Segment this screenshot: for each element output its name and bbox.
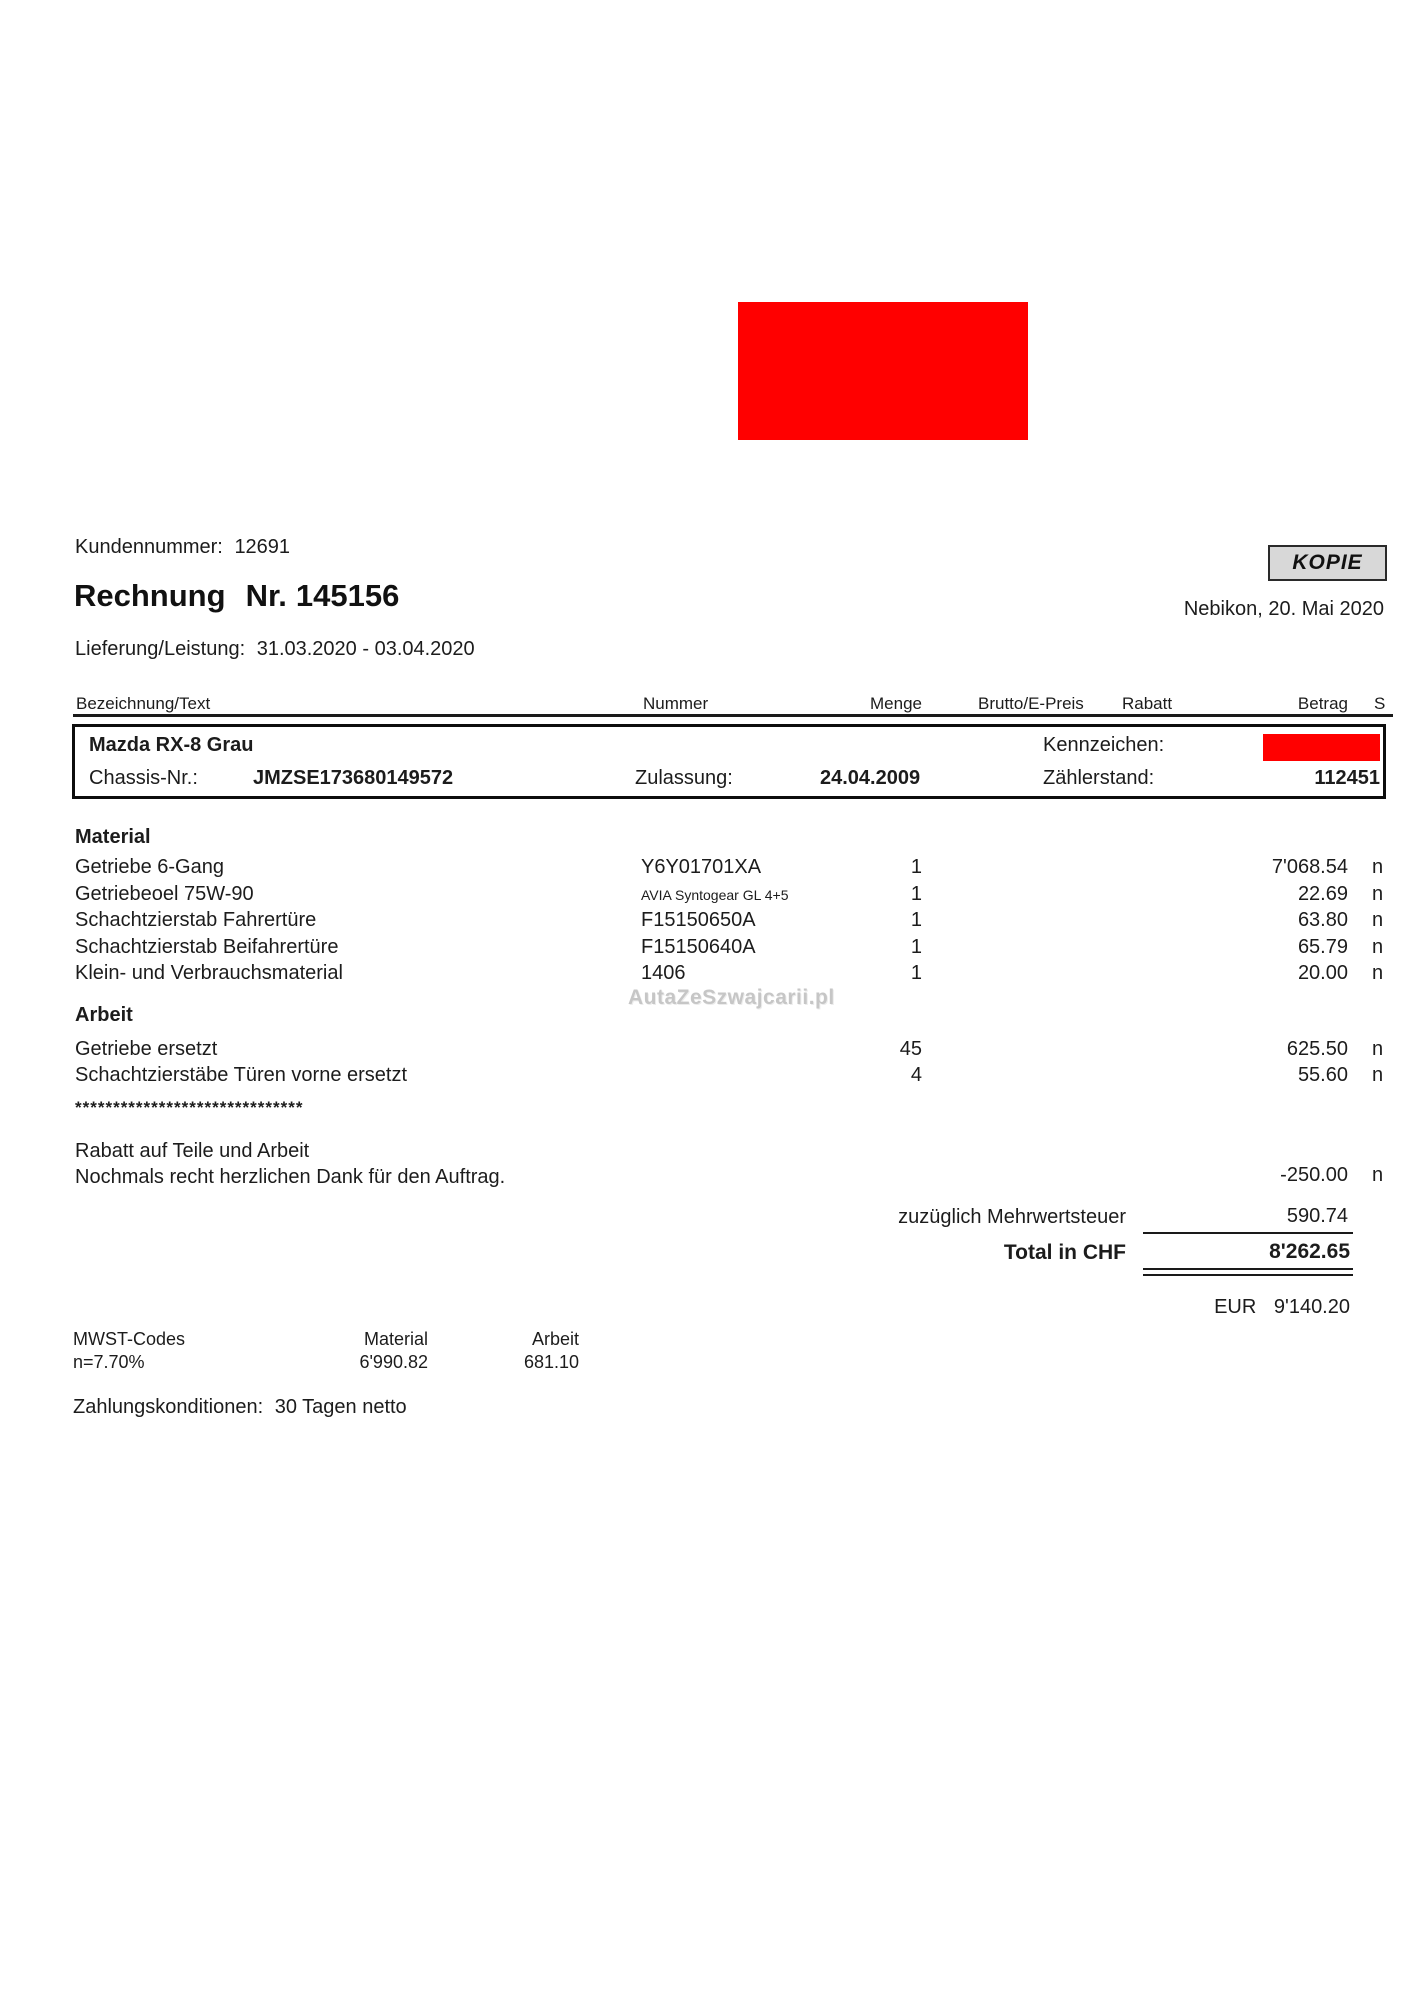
item-vat-flag: n bbox=[1372, 936, 1384, 958]
registration-label: Zulassung: bbox=[635, 767, 733, 789]
item-amount: 63.80 bbox=[1297, 909, 1348, 931]
grand-total-label: Total in CHF bbox=[1003, 1241, 1126, 1264]
item-amount: 7'068.54 bbox=[1271, 856, 1348, 878]
item-description: Getriebe ersetzt bbox=[75, 1038, 218, 1060]
item-vat-flag: n bbox=[1372, 1064, 1384, 1086]
odometer-label: Zählerstand: bbox=[1043, 767, 1155, 789]
customer-number-value: 12691 bbox=[234, 536, 291, 558]
item-amount: 20.00 bbox=[1297, 962, 1348, 984]
column-header-discount: Rabatt bbox=[1122, 694, 1173, 713]
item-description: Schachtzierstab Fahrertüre bbox=[75, 909, 317, 931]
customer-number-label: Kundennummer: bbox=[75, 536, 223, 558]
labor-section-title: Arbeit bbox=[75, 1004, 133, 1026]
item-description: Klein- und Verbrauchsmaterial bbox=[75, 962, 343, 984]
vat-rule bbox=[1143, 1232, 1353, 1234]
item-qty: 1 bbox=[910, 909, 922, 931]
discount-vat-flag: n bbox=[1372, 1164, 1384, 1186]
material-row bbox=[0, 883, 1425, 909]
item-description: Getriebeoel 75W-90 bbox=[75, 883, 254, 905]
mwst-labor-value: 681.10 bbox=[523, 1352, 579, 1372]
item-qty: 1 bbox=[910, 856, 922, 878]
grand-total-amount: 8'262.65 bbox=[1269, 1240, 1350, 1263]
labor-row bbox=[0, 1038, 1425, 1064]
discount-text-line1: Rabatt auf Teile und Arbeit bbox=[75, 1140, 310, 1162]
column-header-vat-code: S bbox=[1374, 694, 1386, 713]
mwst-material-value: 6'990.82 bbox=[359, 1352, 428, 1372]
material-row bbox=[0, 962, 1425, 988]
invoice-title bbox=[74, 578, 399, 614]
item-number: F15150640A bbox=[641, 936, 756, 958]
vat-total-amount: 590.74 bbox=[1286, 1205, 1348, 1227]
column-header-number: Nummer bbox=[643, 694, 709, 713]
header-rule bbox=[73, 714, 1393, 717]
item-description: Getriebe 6-Gang bbox=[75, 856, 224, 878]
item-number: Y6Y01701XA bbox=[641, 856, 762, 878]
item-description: Schachtzierstab Beifahrertüre bbox=[75, 936, 339, 958]
item-vat-flag: n bbox=[1372, 962, 1384, 984]
item-vat-flag: n bbox=[1372, 909, 1384, 931]
service-period-value: 31.03.2020 - 03.04.2020 bbox=[256, 638, 475, 660]
mwst-material-label: Material bbox=[363, 1329, 428, 1349]
mwst-code-value: n=7.70% bbox=[73, 1352, 145, 1372]
invoice-title-doctype: Rechnung bbox=[74, 578, 226, 613]
vat-total-label: zuzüglich Mehrwertsteuer bbox=[898, 1206, 1126, 1228]
chassis-label: Chassis-Nr.: bbox=[89, 767, 198, 789]
plate-redaction-box bbox=[1263, 734, 1380, 761]
odometer-value: 112451 bbox=[1314, 767, 1380, 789]
logo-redaction-box bbox=[738, 302, 1028, 440]
material-row bbox=[0, 909, 1425, 935]
vehicle-info-box bbox=[72, 724, 1386, 799]
item-vat-flag: n bbox=[1372, 1038, 1384, 1060]
watermark: AutaZeSzwajcarii.pl bbox=[628, 986, 835, 1009]
payment-terms-line bbox=[73, 1396, 407, 1419]
eur-total-line bbox=[1100, 1296, 1350, 1319]
payment-terms-value: 30 Tagen netto bbox=[274, 1396, 407, 1418]
item-vat-flag: n bbox=[1372, 856, 1384, 878]
discount-text-line2: Nochmals recht herzlichen Dank für den Auftrag. bbox=[75, 1166, 506, 1188]
item-qty: 1 bbox=[910, 883, 922, 905]
item-qty: 1 bbox=[910, 936, 922, 958]
item-qty: 4 bbox=[910, 1064, 922, 1086]
column-header-gross-price: Brutto/E-Preis bbox=[978, 694, 1084, 713]
item-description: Schachtzierstäbe Türen vorne ersetzt bbox=[75, 1064, 408, 1086]
service-period-line bbox=[75, 638, 475, 661]
total-rule bbox=[1143, 1268, 1353, 1276]
separator-line: ****************************** bbox=[75, 1098, 304, 1117]
column-header-qty: Menge bbox=[870, 694, 922, 713]
material-row bbox=[0, 936, 1425, 962]
vehicle-model: Mazda RX-8 Grau bbox=[89, 734, 254, 756]
item-vat-flag: n bbox=[1372, 883, 1384, 905]
item-qty: 1 bbox=[910, 962, 922, 984]
item-amount: 625.50 bbox=[1286, 1038, 1348, 1060]
place-date: Nebikon, 20. Mai 2020 bbox=[1183, 598, 1384, 620]
copy-badge: KOPIE bbox=[1268, 545, 1387, 581]
material-row bbox=[0, 856, 1425, 882]
eur-amount: 9'140.20 bbox=[1273, 1296, 1350, 1318]
item-amount: 65.79 bbox=[1297, 936, 1348, 958]
invoice-number: 145156 bbox=[295, 578, 400, 613]
invoice-number-prefix: Nr. bbox=[245, 578, 287, 613]
item-number: AVIA Syntogear GL 4+5 bbox=[641, 887, 789, 903]
column-header-amount: Betrag bbox=[1297, 694, 1348, 713]
service-period-label: Lieferung/Leistung: bbox=[75, 638, 246, 660]
mwst-labor-label: Arbeit bbox=[531, 1329, 579, 1349]
eur-label: EUR bbox=[1214, 1296, 1257, 1318]
material-section-title: Material bbox=[75, 826, 151, 848]
column-header-description: Bezeichnung/Text bbox=[76, 694, 211, 713]
discount-amount: -250.00 bbox=[1280, 1164, 1348, 1186]
chassis-value: JMZSE173680149572 bbox=[253, 767, 454, 789]
item-number: 1406 bbox=[641, 962, 686, 984]
item-number: F15150650A bbox=[641, 909, 756, 931]
payment-terms-label: Zahlungskonditionen: bbox=[73, 1396, 264, 1418]
item-amount: 22.69 bbox=[1297, 883, 1348, 905]
plate-label: Kennzeichen: bbox=[1043, 734, 1165, 756]
item-qty: 45 bbox=[899, 1038, 922, 1060]
item-amount: 55.60 bbox=[1297, 1064, 1348, 1086]
labor-row bbox=[0, 1064, 1425, 1090]
registration-value: 24.04.2009 bbox=[820, 767, 921, 789]
mwst-codes-label: MWST-Codes bbox=[73, 1329, 186, 1349]
customer-number-line bbox=[75, 536, 290, 559]
